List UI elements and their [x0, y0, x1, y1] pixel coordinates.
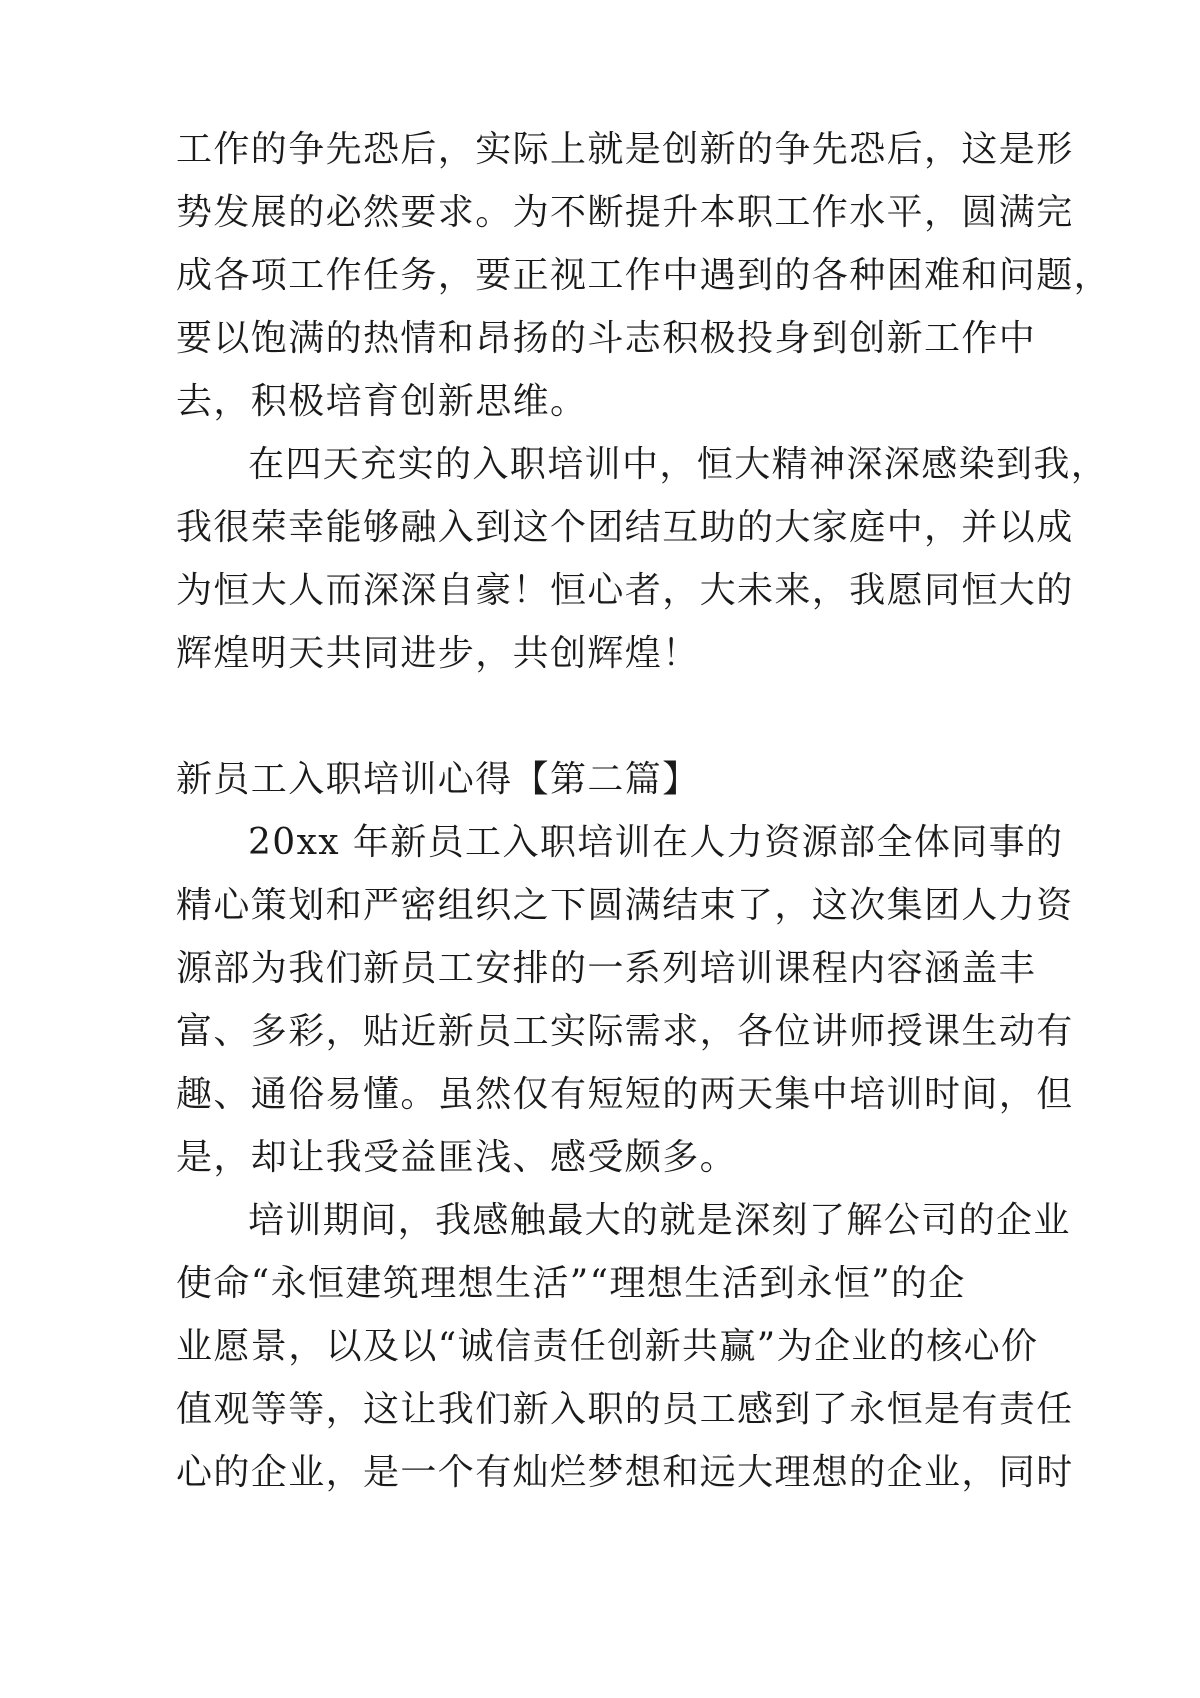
paragraph-3-line-5: 趣、通俗易懂。虽然仅有短短的两天集中培训时间，但 — [176, 1074, 1074, 1115]
paragraph-3-line-6: 是，却让我受益匪浅、感受颇多。 — [176, 1137, 738, 1178]
paragraph-4-line-5: 心的企业，是一个有灿烂梦想和远大理想的企业，同时 — [176, 1452, 1074, 1493]
paragraph-3-line-1: 20xx 年新员工入职培训在人力资源部全体同事的 — [248, 822, 1064, 863]
paragraph-1-line-2: 势发展的必然要求。为不断提升本职工作水平，圆满完 — [176, 192, 1074, 233]
paragraph-1-line-4: 要以饱满的热情和昂扬的斗志积极投身到创新工作中 — [176, 318, 1037, 359]
paragraph-1-line-5: 去，积极培育创新思维。 — [176, 381, 588, 422]
section-heading: 新员工入职培训心得【第二篇】 — [176, 759, 700, 800]
paragraph-2-line-3: 为恒大人而深深自豪！恒心者，大未来，我愿同恒大的 — [176, 570, 1074, 611]
paragraph-1-line-3: 成各项工作任务，要正视工作中遇到的各种困难和问题， — [176, 255, 1112, 296]
paragraph-2-line-4: 辉煌明天共同进步，共创辉煌！ — [176, 633, 700, 674]
paragraph-2-line-2: 我很荣幸能够融入到这个团结互助的大家庭中，并以成 — [176, 507, 1074, 548]
paragraph-2-line-1: 在四天充实的入职培训中，恒大精神深深感染到我， — [248, 444, 1109, 485]
paragraph-3-line-4: 富、多彩，贴近新员工实际需求，各位讲师授课生动有 — [176, 1011, 1074, 1052]
paragraph-3-line-2: 精心策划和严密组织之下圆满结束了，这次集团人力资 — [176, 885, 1074, 926]
paragraph-4-line-2: 使命“永恒建筑理想生活”“理想生活到永恒”的企 — [176, 1263, 966, 1304]
paragraph-1-line-1: 工作的争先恐后，实际上就是创新的争先恐后，这是形 — [176, 129, 1074, 170]
paragraph-4-line-4: 值观等等，这让我们新入职的员工感到了永恒是有责任 — [176, 1389, 1074, 1430]
paragraph-4-line-3: 业愿景，以及以“诚信责任创新共赢”为企业的核心价 — [176, 1326, 1039, 1367]
paragraph-3-line-3: 源部为我们新员工安排的一系列培训课程内容涵盖丰 — [176, 948, 1037, 989]
paragraph-4-line-1: 培训期间，我感触最大的就是深刻了解公司的企业 — [248, 1200, 1071, 1241]
